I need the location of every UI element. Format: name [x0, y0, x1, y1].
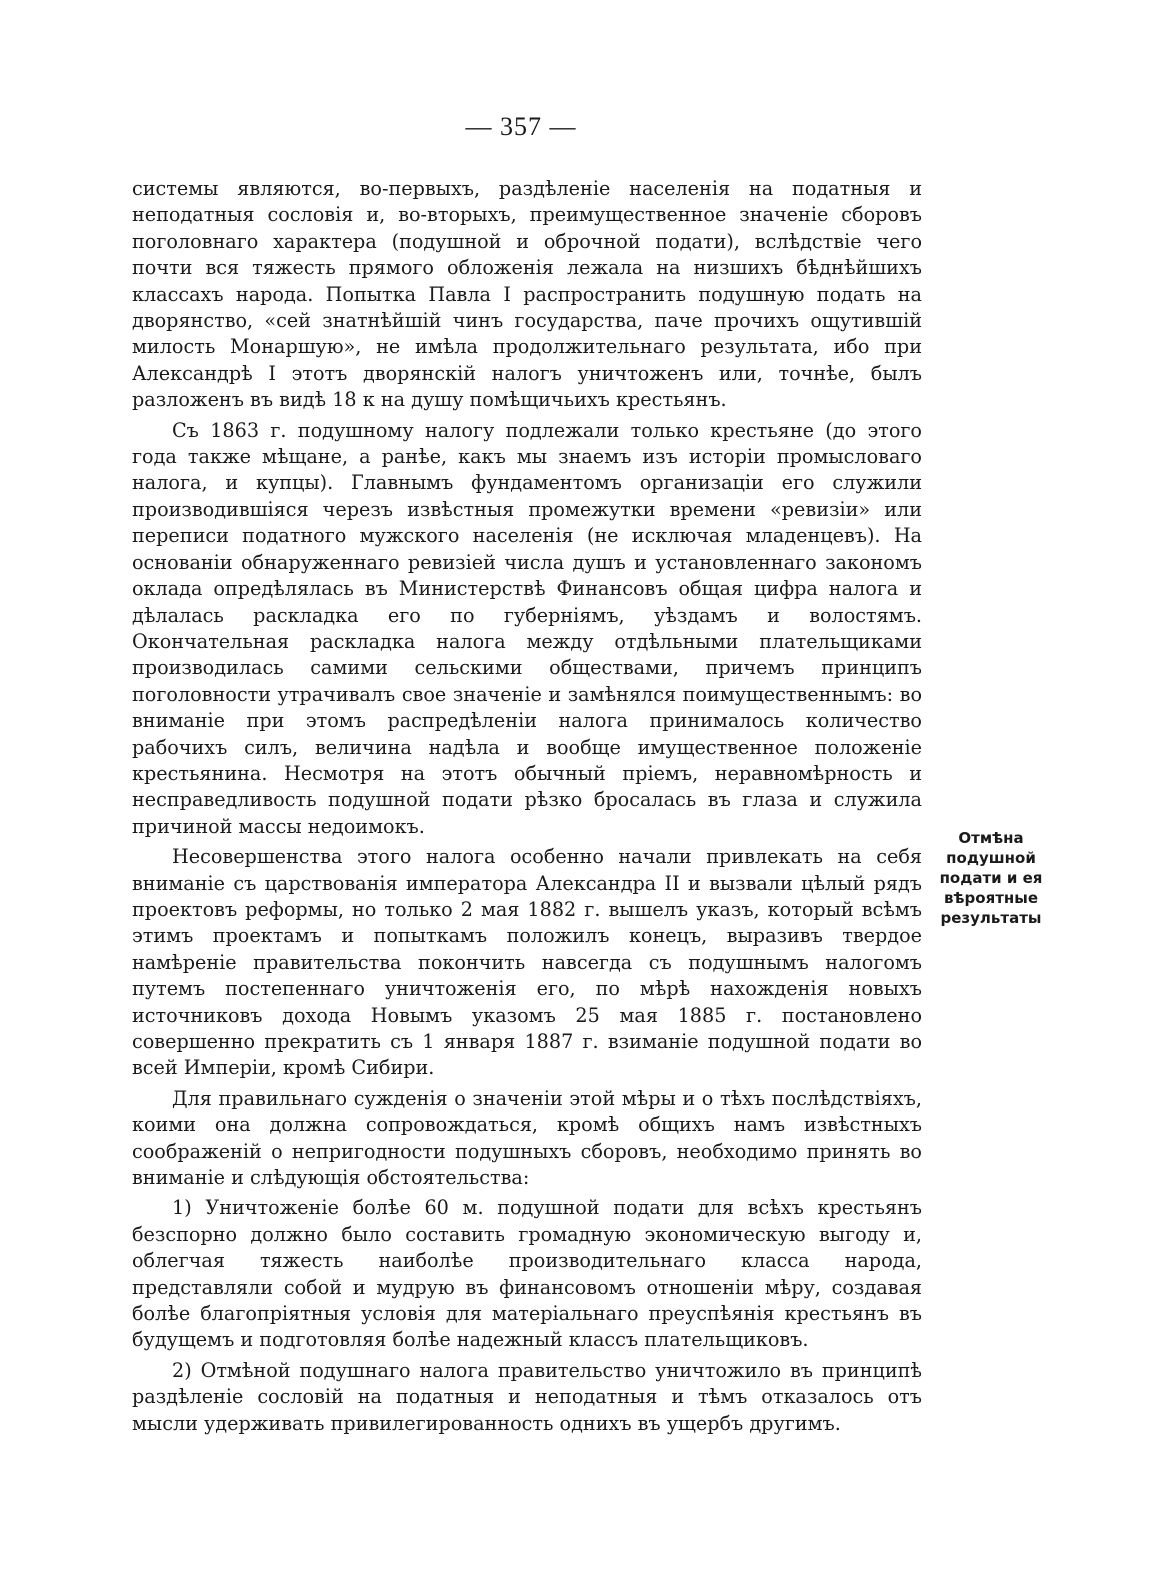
margin-note-line: Отмѣна	[958, 829, 1024, 847]
margin-note-line: вѣроятные	[944, 889, 1038, 907]
margin-note	[936, 828, 1046, 928]
paragraph-intro: системы являются, во-первыхъ, раздѣленіе населенія на податныя и неподатныя сословія и, во-вторыхъ, преимущественное значеніе сборовъ поголовнаго характера (подушной и оброчной подати), вслѣдствіе чего почти вся тяжесть прямого обложенія лежала на низшихъ бѣднѣйшихъ классахъ народа. Попытка Павла I распространить подушную подать на дворянство, «сей знатнѣйшій чинъ государства, паче прочихъ ощутившій милость Монаршую», не имѣла продолжительнаго результата, ибо при Александрѣ I этотъ дворянскій налогъ уничтоженъ или, точнѣе, былъ разложенъ въ видѣ 18 к на душу помѣщичьихъ крестьянъ.	[132, 177, 922, 412]
page-body	[132, 176, 922, 1441]
paragraph-1863: Съ 1863 г. подушному налогу подлежали только крестьяне (до этого года также мѣщане, а ранѣе, какъ мы знаемъ изъ исторіи промысловаго налога, и купцы). Главнымъ фундаментомъ организаціи его служили производившіяся черезъ извѣстныя промежутки времени «ревизіи» или переписи податного мужского населенія (не исключая младенцевъ). На основаніи обнаруженнаго ревизіей числа душъ и установленнаго закономъ оклада опредѣлялась въ Министерствѣ Финансовъ общая цифра налога и дѣлалась раскладка его по губерніямъ, уѣздамъ и волостямъ. Окончательная раскладка налога между отдѣльными плательщиками производилась самими сельскими обществами, причемъ принципъ поголовности утрачивалъ свое значеніе и замѣнялся поимущественнымъ: во вниманіе при этомъ распредѣленіи налога принималось количество рабочихъ силъ, величина надѣла и вообще имущественное положеніе крестьянина. Несмотря на этотъ обычный пріемъ, неравномѣрность и несправедливость подушной подати рѣзко бросалась въ глаза и служила причиной массы недоимокъ.	[132, 418, 922, 838]
margin-note-line: подушной	[946, 849, 1036, 867]
paragraph-reform: Несовершенства этого налога особенно начали привлекать на себя вниманіе съ царствованія императора Александра II и вызвали цѣлый рядъ проектовъ реформы, но только 2 мая 1882 г. вышелъ указъ, который всѣмъ этимъ проектамъ и попыткамъ положилъ конецъ, выразивъ твердое намѣреніе правительства покончить навсегда съ подушнымъ налогомъ путемъ постепеннаго уничтоженія его, по мѣрѣ нахожденія новыхъ источниковъ дохода Новымъ указомъ 25 мая 1885 г. постановлено совершенно прекратить съ 1 января 1887 г. взиманіе подушной подати во всей Имперіи, кромѣ Сибири.	[132, 845, 922, 1080]
margin-note-line: результаты	[940, 909, 1042, 927]
page-number: — 357 —	[465, 112, 577, 141]
list-item-2: 2) Отмѣной подушнаго налога правительство уничтожило въ принципѣ раздѣленіе сословій на податныя и неподатныя и тѣмъ отказалось отъ мысли удерживать привилегированность однихъ въ ущербъ другимъ.	[132, 1358, 922, 1435]
margin-note-line: подати и ея	[939, 869, 1043, 887]
list-item-1: 1) Уничтоженіе болѣе 60 м. подушной подати для всѣхъ крестьянъ безспорно должно было составить громадную экономическую выгоду и, облегчая тяжесть наиболѣе производительнаго класса народа, представляли собой и мудрую въ финансовомъ отношеніи мѣру, создавая болѣе благопріятныя условія для матеріальнаго преуспѣянія крестьянъ въ будущемъ и подготовляя болѣе надежный классъ плательщиковъ.	[132, 1196, 922, 1352]
paragraph-consequences: Для правильнаго сужденія о значеніи этой мѣры и о тѣхъ послѣдствіяхъ, коими она должна сопровождаться, кромѣ общихъ намъ извѣстныхъ соображеній о непригодности подушныхъ сборовъ, необходимо принять во вниманіе и слѣдующія обстоятельства:	[132, 1086, 922, 1190]
